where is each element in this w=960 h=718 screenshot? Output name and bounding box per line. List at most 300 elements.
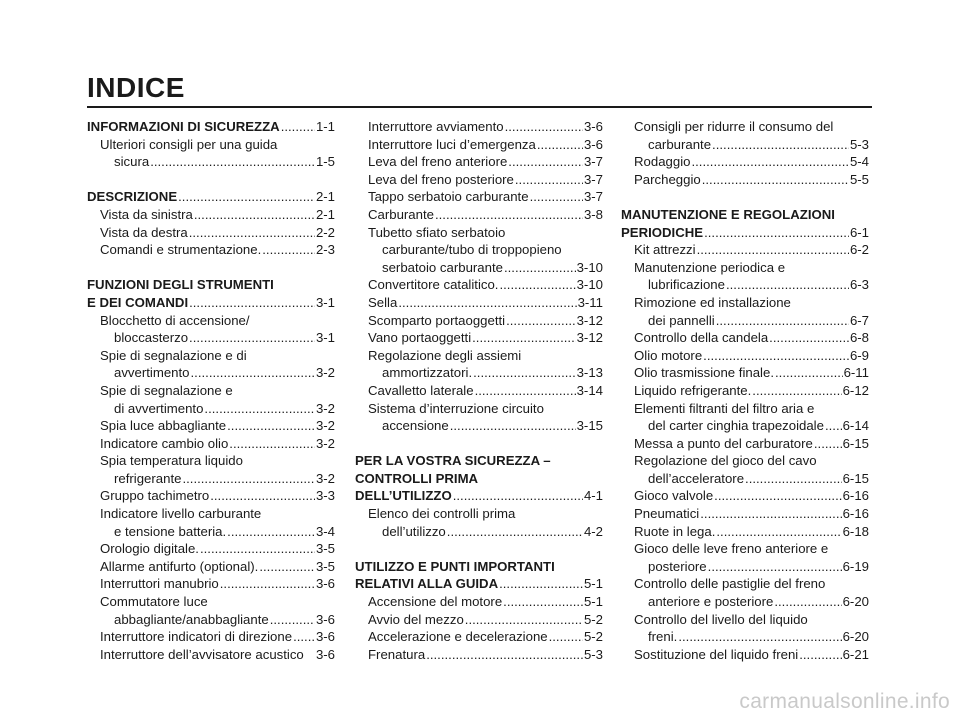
toc-entry xyxy=(355,611,603,629)
toc-section-heading xyxy=(621,206,869,224)
toc-entry xyxy=(87,329,335,347)
toc-entry-title: accensione xyxy=(382,418,449,434)
toc-entry-title: refrigerante xyxy=(114,470,182,486)
toc-entry-title: del carter cinghia trapezoidale xyxy=(648,418,824,434)
toc-page-number: 2-3 xyxy=(315,242,335,258)
toc-dot-leader xyxy=(697,241,849,259)
toc-entry-title: anteriore e posteriore xyxy=(648,594,774,610)
toc-entry-title: Carburante xyxy=(368,206,434,222)
toc-entry xyxy=(621,487,869,505)
toc-entry-title: Frenatura xyxy=(368,646,426,662)
toc-dot-leader xyxy=(716,523,841,541)
toc-entry-title: Convertitore catalitico. xyxy=(368,277,499,293)
toc-entry-title: posteriore xyxy=(648,558,707,574)
toc-column-1 xyxy=(87,118,335,663)
section-gap xyxy=(621,188,869,206)
toc-dot-leader xyxy=(504,259,576,277)
toc-entry xyxy=(87,417,335,435)
toc-dot-leader xyxy=(549,628,583,646)
toc-page-number: 3-1 xyxy=(315,294,335,310)
toc-dot-leader xyxy=(435,206,583,224)
toc-dot-leader xyxy=(194,206,315,224)
toc-dot-leader xyxy=(745,470,842,488)
toc-dot-leader xyxy=(814,435,842,453)
toc-entry-title: DELL’UTILIZZO xyxy=(355,488,452,504)
toc-page-number: 3-6 xyxy=(315,576,335,592)
toc-dot-leader xyxy=(515,171,583,189)
toc-entry xyxy=(355,224,603,242)
toc-dot-leader xyxy=(453,487,583,505)
toc-entry-title: Tubetto sfiato serbatoio xyxy=(368,224,506,240)
toc-entry-title: Sostituzione del liquido freni xyxy=(634,646,799,662)
toc-dot-leader xyxy=(189,329,315,347)
toc-dot-leader xyxy=(229,435,315,453)
toc-page-number: 6-20 xyxy=(842,629,869,645)
toc-entry xyxy=(87,558,335,576)
toc-entry-title: Interruttore avviamento xyxy=(368,119,504,134)
toc-entry xyxy=(621,505,869,523)
watermark: carmanualsonline.info xyxy=(739,690,950,713)
toc-entry-title: Accensione del motore xyxy=(368,594,503,610)
toc-entry xyxy=(621,329,869,347)
toc-entry xyxy=(621,417,869,435)
toc-dot-leader xyxy=(204,400,315,418)
toc-dot-leader xyxy=(708,558,842,576)
toc-page-number: 3-4 xyxy=(315,523,335,539)
toc-page-number: 3-15 xyxy=(576,418,603,434)
toc-page-number: 3-3 xyxy=(315,488,335,504)
toc-page-number: 2-1 xyxy=(315,189,335,205)
toc-entry-title: Tappo serbatoio carburante xyxy=(368,189,529,205)
toc-entry xyxy=(87,628,335,646)
toc-entry xyxy=(87,452,335,470)
toc-entry-title: serbatoio carburante xyxy=(382,259,503,275)
toc-entry xyxy=(355,188,603,206)
toc-dot-leader xyxy=(774,593,841,611)
toc-page-number: 6-2 xyxy=(849,242,869,258)
toc-entry xyxy=(87,611,335,629)
toc-entry xyxy=(355,593,603,611)
toc-entry xyxy=(621,593,869,611)
toc-page-number: 6-18 xyxy=(842,523,869,539)
toc-page-number: 6-20 xyxy=(842,594,869,610)
toc-dot-leader xyxy=(293,628,315,646)
toc-entry xyxy=(87,312,335,330)
toc-entry xyxy=(621,259,869,277)
toc-entry-title: INFORMAZIONI DI SICUREZZA xyxy=(87,119,280,134)
toc-page-number: 3-10 xyxy=(576,277,603,293)
toc-page-number: 3-14 xyxy=(576,382,603,398)
toc-entry xyxy=(621,611,869,629)
toc-page-number: 3-2 xyxy=(315,418,335,434)
section-gap xyxy=(87,171,335,189)
toc-dot-leader xyxy=(503,593,583,611)
toc-entry-title: carburante/tubo di troppopieno xyxy=(382,242,562,258)
toc-entry xyxy=(621,241,869,259)
toc-dot-leader xyxy=(691,153,848,171)
toc-entry xyxy=(621,347,869,365)
toc-entry-title: bloccasterzo xyxy=(114,330,189,346)
toc-dot-leader xyxy=(775,364,843,382)
toc-entry xyxy=(621,382,869,400)
toc-entry-title: DESCRIZIONE xyxy=(87,189,178,205)
toc-section-heading xyxy=(87,276,335,294)
toc-entry-title: Vista da destra xyxy=(100,224,188,240)
toc-entry-title: RELATIVI ALLA GUIDA xyxy=(355,576,499,592)
toc-entry xyxy=(87,575,335,593)
toc-section-heading xyxy=(355,452,603,470)
toc-entry-title: Blocchetto di accensione/ xyxy=(100,312,250,328)
toc-dot-leader xyxy=(530,188,583,206)
toc-entry-title: Interruttore dell’avvisatore acustico xyxy=(100,646,304,662)
toc-entry-title: Gruppo tachimetro xyxy=(100,488,210,504)
toc-dot-leader xyxy=(178,188,315,206)
toc-dot-leader xyxy=(200,540,315,558)
toc-page-number: 3-2 xyxy=(315,365,335,381)
toc-dot-leader xyxy=(702,171,849,189)
toc-page-number: 3-7 xyxy=(583,154,603,170)
toc-entry-title: Olio motore xyxy=(634,347,703,363)
toc-page-number: 6-3 xyxy=(849,277,869,293)
toc-dot-leader xyxy=(473,364,575,382)
toc-entry xyxy=(621,118,869,136)
toc-entry-title: Parcheggio xyxy=(634,171,701,187)
toc-dot-leader xyxy=(499,575,583,593)
toc-entry-title: Indicatore livello carburante xyxy=(100,506,262,522)
toc-dot-leader xyxy=(769,329,849,347)
toc-page-number: 3-6 xyxy=(315,629,335,645)
toc-entry-title: dell’acceleratore xyxy=(648,470,745,486)
toc-dot-leader xyxy=(472,329,575,347)
toc-entry xyxy=(355,294,603,312)
section-gap xyxy=(87,259,335,277)
toc-entry-title: Scomparto portaoggetti xyxy=(368,312,506,328)
toc-entry xyxy=(355,382,603,400)
toc-page-number: 6-11 xyxy=(843,365,869,381)
toc-entry xyxy=(87,136,335,154)
toc-entry-title: Consigli per ridurre il consumo del xyxy=(634,119,834,134)
toc-entry xyxy=(87,593,335,611)
toc-entry xyxy=(87,487,335,505)
toc-page-number: 3-1 xyxy=(315,330,335,346)
toc-entry xyxy=(87,400,335,418)
toc-entry xyxy=(87,347,335,365)
toc-page-number: 5-1 xyxy=(583,594,603,610)
toc-entry xyxy=(621,540,869,558)
toc-dot-leader xyxy=(227,417,315,435)
toc-dot-leader xyxy=(726,276,849,294)
toc-entry-title: Leva del freno anteriore xyxy=(368,154,508,170)
toc-entry-title: Elementi filtranti del filtro aria e xyxy=(634,400,815,416)
toc-entry xyxy=(621,153,869,171)
toc-entry-title: Spia temperatura liquido xyxy=(100,453,243,469)
page-title: INDICE xyxy=(87,72,185,103)
toc-dot-leader xyxy=(210,487,315,505)
toc-dot-leader xyxy=(506,312,576,330)
toc-section-heading xyxy=(355,558,603,576)
toc-entry xyxy=(355,329,603,347)
toc-column-2 xyxy=(355,118,603,663)
toc-section-heading xyxy=(355,470,603,488)
toc-page-number: 3-2 xyxy=(315,400,335,416)
toc-entry xyxy=(87,382,335,400)
toc-entry-title: Comandi e strumentazione. xyxy=(100,242,262,258)
toc-entry-title: Gioco delle leve freno anteriore e xyxy=(634,541,829,557)
toc-entry-title: PERIODICHE xyxy=(621,224,704,240)
toc-page-number: 3-6 xyxy=(315,611,335,627)
toc-entry-title: Controllo del livello del liquido xyxy=(634,611,808,627)
toc-dot-leader xyxy=(752,382,841,400)
toc-entry-title: Interruttore luci d’emergenza xyxy=(368,136,536,152)
toc-dot-leader xyxy=(703,347,849,365)
toc-entry-title: abbagliante/anabbagliante xyxy=(114,611,269,627)
toc-entry xyxy=(355,417,603,435)
toc-dot-leader xyxy=(716,312,849,330)
toc-dot-leader xyxy=(799,646,841,664)
toc-entry xyxy=(87,540,335,558)
toc-dot-leader xyxy=(700,505,841,523)
toc-entry xyxy=(355,364,603,382)
toc-dot-leader xyxy=(189,224,315,242)
toc-page-number: 5-3 xyxy=(583,646,603,662)
toc-dot-leader xyxy=(508,153,583,171)
toc-dot-leader xyxy=(447,523,583,541)
toc-entry xyxy=(621,294,869,312)
toc-entry-title: Manutenzione periodica e xyxy=(634,259,786,275)
toc-entry-title: dei pannelli xyxy=(648,312,715,328)
toc-entry xyxy=(621,628,869,646)
toc-entry xyxy=(621,646,869,664)
toc-entry-title: Regolazione del gioco del cavo xyxy=(634,453,817,469)
toc-dot-leader xyxy=(537,136,583,154)
toc-dot-leader xyxy=(150,153,315,171)
toc-column-3 xyxy=(621,118,869,663)
toc-page-number: 3-6 xyxy=(583,119,603,134)
toc-dot-leader xyxy=(281,118,315,136)
toc-entry xyxy=(621,435,869,453)
toc-entry-title: Orologio digitale. xyxy=(100,541,199,557)
toc-page-number: 6-14 xyxy=(842,418,869,434)
toc-page-number: 2-1 xyxy=(315,206,335,222)
toc-entry-title: Kit attrezzi xyxy=(634,242,696,258)
toc-entry-title: PER LA VOSTRA SICUREZZA – xyxy=(355,453,551,469)
toc-entry xyxy=(87,224,335,242)
toc-dot-leader xyxy=(465,611,583,629)
toc-page-number: 3-7 xyxy=(583,189,603,205)
toc-dot-leader xyxy=(191,364,315,382)
toc-page-number: 5-3 xyxy=(849,136,869,152)
toc-entry-title: Elenco dei controlli prima xyxy=(368,506,516,522)
toc-entry xyxy=(355,523,603,541)
toc-entry xyxy=(621,312,869,330)
toc-entry xyxy=(355,259,603,277)
toc-page-number: 6-15 xyxy=(842,435,869,451)
toc-entry-title: avvertimento xyxy=(114,365,190,381)
toc-entry xyxy=(621,171,869,189)
toc-entry xyxy=(621,136,869,154)
toc-dot-leader xyxy=(505,118,583,136)
toc-entry-title: Sistema d’interruzione circuito xyxy=(368,400,544,416)
toc-entry-title: Gioco valvole xyxy=(634,488,714,504)
toc-entry-title: Olio trasmissione finale. xyxy=(634,365,774,381)
toc-entry xyxy=(621,470,869,488)
toc-entry-title: Controllo delle pastiglie del freno xyxy=(634,576,826,592)
toc-page-number: 6-19 xyxy=(842,558,869,574)
toc-entry-title: Commutatore luce xyxy=(100,594,208,610)
toc-entry-title: Vano portaoggetti xyxy=(368,330,472,346)
toc-dot-leader xyxy=(398,294,576,312)
toc-entry-title: Allarme antifurto (optional). xyxy=(100,558,259,574)
toc-entry-title: carburante xyxy=(648,136,712,152)
toc-page-number: 5-4 xyxy=(849,154,869,170)
toc-page-number: 3-12 xyxy=(576,330,603,346)
toc-entry-title: Avvio del mezzo xyxy=(368,611,464,627)
toc-entry-title: di avvertimento xyxy=(114,400,204,416)
toc-entry xyxy=(87,435,335,453)
toc-entry xyxy=(355,136,603,154)
toc-entry-title: Cavalletto laterale xyxy=(368,382,474,398)
toc-page-number: 1-1 xyxy=(315,119,335,134)
title-rule xyxy=(87,106,872,108)
toc-page-number: 3-5 xyxy=(315,558,335,574)
toc-page-number: 3-13 xyxy=(576,365,603,381)
toc-entry xyxy=(87,505,335,523)
toc-entry-title: Messa a punto del carburatore xyxy=(634,435,813,451)
toc-entry xyxy=(87,206,335,224)
toc-page-number: 3-11 xyxy=(577,294,603,310)
toc-entry xyxy=(87,646,335,664)
toc-entry xyxy=(355,153,603,171)
toc-page-number: 6-16 xyxy=(842,506,869,522)
toc-entry xyxy=(621,558,869,576)
toc-page-number: 5-1 xyxy=(583,576,603,592)
toc-entry-title: Accelerazione e decelerazione xyxy=(368,629,548,645)
toc-entry xyxy=(87,364,335,382)
toc-entry-title: Pneumatici xyxy=(634,506,700,522)
toc-entry-title: lubrificazione xyxy=(648,277,725,293)
toc-entry xyxy=(355,206,603,224)
toc-page-number: 3-2 xyxy=(315,435,335,451)
toc-entry-title: Regolazione degli assiemi xyxy=(368,347,522,363)
toc-entry-title: Leva del freno posteriore xyxy=(368,171,514,187)
toc-entry-title: freni. xyxy=(648,629,678,645)
toc-entry-title: e tensione batteria. xyxy=(114,523,227,539)
toc-page-number: 3-8 xyxy=(583,206,603,222)
toc-dot-leader xyxy=(712,136,849,154)
toc-entry xyxy=(621,364,869,382)
toc-page-number: 3-6 xyxy=(315,646,335,662)
toc-dot-leader xyxy=(678,628,841,646)
toc-entry xyxy=(87,470,335,488)
toc-entry xyxy=(355,400,603,418)
toc-dot-leader xyxy=(270,611,315,629)
toc-page-number: 6-9 xyxy=(849,347,869,363)
toc-entry xyxy=(355,628,603,646)
toc-entry-title: Ruote in lega. xyxy=(634,523,716,539)
toc-dot-leader xyxy=(704,224,849,242)
toc-entry-title: MANUTENZIONE E REGOLAZIONI xyxy=(621,206,835,222)
toc-page-number: 3-2 xyxy=(315,470,335,486)
toc-dot-leader xyxy=(262,241,315,259)
toc-section-heading xyxy=(355,487,603,505)
toc-entry-title: ammortizzatori. xyxy=(382,365,473,381)
toc-entry xyxy=(355,505,603,523)
toc-dot-leader xyxy=(450,417,576,435)
toc-entry xyxy=(621,400,869,418)
toc-dot-leader xyxy=(426,646,583,664)
toc-entry-title: Indicatore cambio olio xyxy=(100,435,229,451)
toc-entry-title: Ulteriori consigli per una guida xyxy=(100,136,278,152)
toc-section-heading xyxy=(87,118,335,136)
toc-entry-title: Spie di segnalazione e xyxy=(100,382,233,398)
toc-entry xyxy=(355,241,603,259)
toc-page-number: 6-1 xyxy=(849,224,869,240)
toc-section-heading xyxy=(355,575,603,593)
toc-entry xyxy=(355,347,603,365)
toc-entry-title: sicura xyxy=(114,154,150,170)
toc-dot-leader xyxy=(825,417,842,435)
toc-entry xyxy=(621,452,869,470)
toc-entry-title: Spie di segnalazione e di xyxy=(100,347,247,363)
toc-entry-title: E DEI COMANDI xyxy=(87,294,189,310)
toc-entry xyxy=(87,241,335,259)
toc-entry xyxy=(355,312,603,330)
toc-entry xyxy=(87,523,335,541)
toc-entry-title: Spia luce abbagliante xyxy=(100,418,227,434)
toc-page-number: 5-2 xyxy=(583,629,603,645)
toc-entry-title: Controllo della candela xyxy=(634,330,769,346)
toc-entry-title: Sella xyxy=(368,294,398,310)
toc-page-number: 4-2 xyxy=(583,523,603,539)
toc-entry xyxy=(355,118,603,136)
toc-entry-title: Interruttori manubrio xyxy=(100,576,219,592)
toc-page-number: 3-12 xyxy=(576,312,603,328)
toc-section-heading xyxy=(87,188,335,206)
toc-page-number: 6-8 xyxy=(849,330,869,346)
section-gap xyxy=(355,435,603,453)
toc-page-number: 1-5 xyxy=(315,154,335,170)
toc-entry-title: FUNZIONI DEGLI STRUMENTI xyxy=(87,277,274,293)
toc-page-number: 6-7 xyxy=(849,312,869,328)
toc-entry-title: Vista da sinistra xyxy=(100,206,193,222)
toc-entry xyxy=(621,575,869,593)
toc-dot-leader xyxy=(227,523,315,541)
toc-page-number: 2-2 xyxy=(315,224,335,240)
toc-section-heading xyxy=(621,224,869,242)
toc-entry xyxy=(621,523,869,541)
toc-entry xyxy=(355,646,603,664)
toc-page-number: 6-21 xyxy=(842,646,869,662)
toc-dot-leader xyxy=(189,294,315,312)
toc-page-number: 4-1 xyxy=(583,488,603,504)
toc-dot-leader xyxy=(259,558,315,576)
toc-entry-title: CONTROLLI PRIMA xyxy=(355,470,479,486)
toc-page-number: 5-2 xyxy=(583,611,603,627)
toc-page-number: 3-6 xyxy=(583,136,603,152)
toc-page-number: 6-15 xyxy=(842,470,869,486)
toc-entry xyxy=(87,153,335,171)
toc-page-number: 3-7 xyxy=(583,171,603,187)
toc-page-number: 5-5 xyxy=(849,171,869,187)
section-gap xyxy=(355,540,603,558)
toc-entry-title: Interruttore indicatori di direzione xyxy=(100,629,293,645)
toc-dot-leader xyxy=(499,276,575,294)
toc-entry xyxy=(355,276,603,294)
toc-page-number: 6-12 xyxy=(842,382,869,398)
toc-entry-title: dell’utilizzo xyxy=(382,523,446,539)
toc-dot-leader xyxy=(714,487,841,505)
toc-dot-leader xyxy=(182,470,314,488)
